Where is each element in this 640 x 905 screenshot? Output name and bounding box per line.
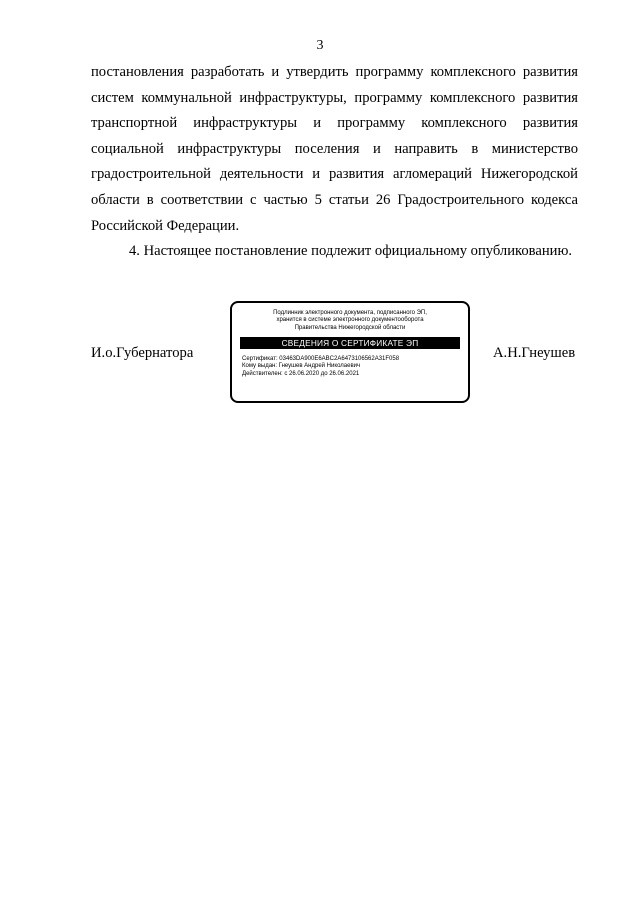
stamp-header-line: хранится в системе электронного документооборота xyxy=(276,317,424,324)
stamp-validity: Действителен: с 26.06.2020 до 26.06.2021 xyxy=(242,371,360,378)
stamp-header-line: Подлинник электронного документа, подписанного ЭП, xyxy=(273,310,427,316)
electronic-signature-stamp xyxy=(230,301,470,403)
page-number: 3 xyxy=(316,38,324,53)
stamp-header-line: Правительства Нижегородской области xyxy=(294,324,406,331)
stamp-certificate-number: Сертификат: 03463DA900E6ABC2A6473106562A31F058 xyxy=(242,355,400,362)
paragraph-continuation: постановления разработать и утвердить программу комплексного развития систем коммунальной инфраструктуры, программу комплексного развития транспортной инфраструктуры и программу комплексного развития социальной инфраструктуры поселения и направить в министерство градостроительной деятельности и развития агломераций Нижегородской области в соответствии с частью 5 статьи 26 Градостроительного кодекса Российской Федерации. xyxy=(91,64,578,234)
signatory-name: А.Н.Гнеушев xyxy=(493,345,576,361)
stamp-details xyxy=(242,356,468,379)
signatory-position: И.о.Губернатора xyxy=(91,345,194,361)
stamp-issued-to: Кому выдан: Гнеушев Андрей Николаевич xyxy=(242,363,361,370)
paragraph-publication: 4. Настоящее постановление подлежит официальному опубликованию. xyxy=(129,243,573,260)
document-body xyxy=(91,60,578,265)
stamp-certificate-title: СВЕДЕНИЯ О СЕРТИФИКАТЕ ЭП xyxy=(240,337,460,349)
stamp-header xyxy=(232,310,468,332)
